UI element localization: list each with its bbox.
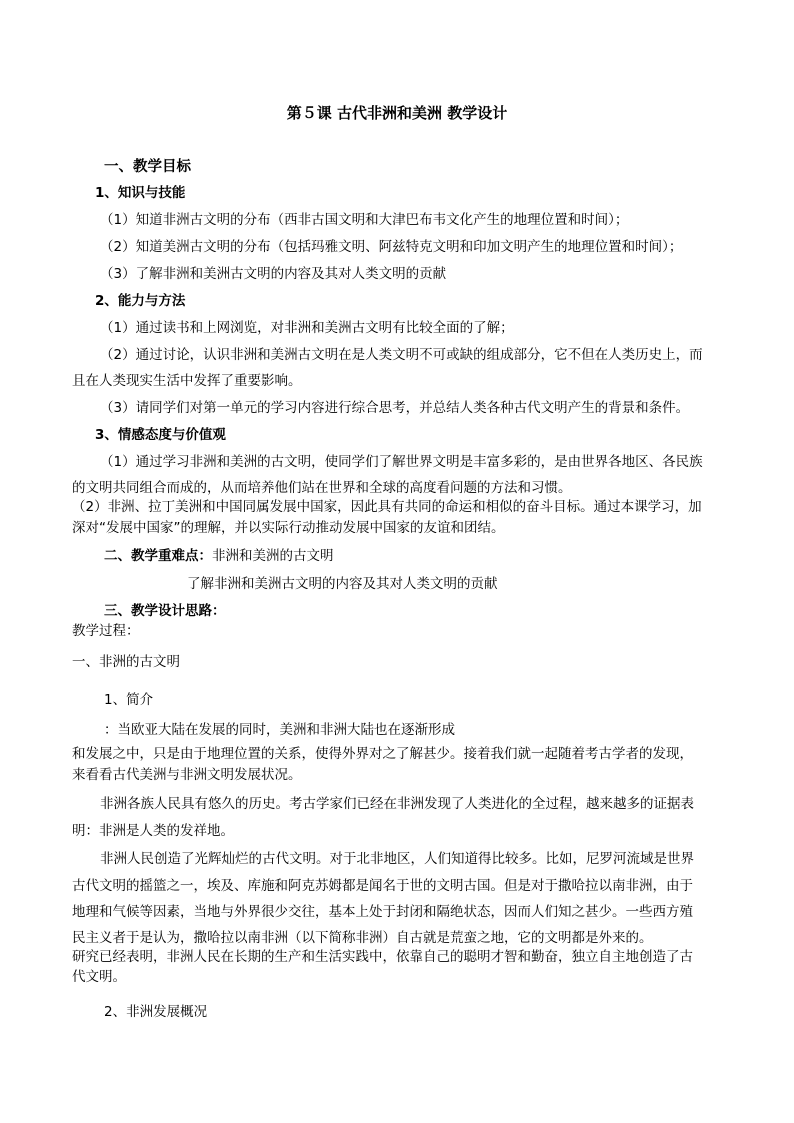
subheading-attitudes-values: 3、情感态度与价值观 [95, 427, 226, 443]
body-paragraph-continued: 和发展之中，只是由于地理位置的关系，使得外界对之了解甚少。接着我们就一起随着考古学者的发现， [72, 746, 693, 762]
objective-item: （1）知道非洲古文明的分布（西非古国文明和大津巴布韦文化产生的地理位置和时间）； [100, 212, 629, 228]
objective-item: （2）知道美洲古文明的分布（包括玛雅文明、阿兹特克文明和印加文明产生的地理位置和时间）； [100, 239, 683, 255]
section-heading-objectives: 一、教学目标 [104, 159, 191, 175]
objective-item-continued: 且在人类现实生活中发挥了重要影响。 [72, 373, 302, 389]
key-point-text: 非洲和美洲的古文明 [212, 548, 334, 564]
objective-item: （1）通过读书和上网浏览，对非洲和美洲古文明有比较全面的了解； [100, 320, 514, 336]
objective-item: （3）请同学们对第一单元的学习内容进行综合思考，并总结人类各种古代文明产生的背景和条件。 [100, 400, 690, 416]
body-paragraph: 研究已经表明，非洲人民在长期的生产和生活实践中，依靠自己的聪明才智和勤奋，独立自主地创造了古 [72, 949, 693, 965]
subheading-knowledge-skills: 1、知识与技能 [95, 185, 186, 201]
body-paragraph: 非洲人民创造了光辉灿烂的古代文明。对于北非地区，人们知道得比较多。比如，尼罗河流域是世界 [100, 851, 694, 867]
section-heading-key-points: 二、教学重难点： [104, 548, 212, 564]
objective-item: （1）通过学习非洲和美洲的古文明，使同学们了解世界文明是丰富多彩的，是由世界各地区、各民族 [100, 454, 703, 470]
body-paragraph: 非洲各族人民具有悠久的历史。考古学家们已经在非洲发现了人类进化的全过程，越来越多的证据表 [100, 796, 694, 812]
body-paragraph: ：当欧亚大陆在发展的同时，美洲和非洲大陆也在逐渐形成 [104, 722, 455, 738]
difficult-point-text: 了解非洲和美洲古文明的内容及其对人类文明的贡献 [187, 576, 498, 592]
teaching-process-label: 教学过程： [72, 623, 140, 639]
objective-item: （2）通过讨论，认识非洲和美洲古文明在是人类文明不可或缺的组成部分，它不但在人类历史上，而 [100, 347, 703, 363]
subheading-africa-overview: 2、非洲发展概况 [104, 1004, 208, 1020]
section-heading-design-approach: 三、教学设计思路： [104, 603, 226, 619]
subheading-intro: 1、简介 [104, 692, 154, 708]
body-paragraph-continued: 民主义者于是认为，撒哈拉以南非洲（以下简称非洲）自古就是荒蛮之地，它的文明都是外来的。 [72, 930, 653, 946]
objective-item: （2）非洲、拉丁美洲和中国同属发展中国家，因此具有共同的命运和相似的奋斗目标。通过本课学习，加 [72, 499, 702, 515]
objective-item: （3）了解非洲和美洲古文明的内容及其对人类文明的贡献 [100, 266, 447, 282]
objective-item-continued: 深对“发展中国家”的理解，并以实际行动推动发展中国家的友谊和团结。 [72, 520, 505, 536]
part-heading-africa: 一、非洲的古文明 [72, 654, 180, 670]
body-paragraph-continued: 地理和气候等因素，当地与外界很少交往，基本上处于封闭和隔绝状态，因而人们知之甚少。一些西方殖 [72, 904, 693, 920]
key-points-row [104, 547, 334, 565]
subheading-ability-methods: 2、能力与方法 [95, 293, 186, 309]
body-paragraph-continued: 代文明。 [72, 969, 126, 985]
document-title: 第５课 古代非洲和美洲 教学设计 [286, 104, 508, 122]
body-paragraph-continued: 明：非洲是人类的发祥地。 [72, 823, 234, 839]
objective-item-continued: 的文明共同组合而成的，从而培养他们站在世界和全球的高度看问题的方法和习惯。 [72, 480, 572, 496]
body-paragraph-continued: 古代文明的摇篮之一，埃及、库施和阿克苏姆都是闻名于世的文明古国。但是对于撒哈拉以南非洲，由于 [72, 878, 693, 894]
body-paragraph-continued: 来看看古代美洲与非洲文明发展状况。 [72, 767, 302, 783]
